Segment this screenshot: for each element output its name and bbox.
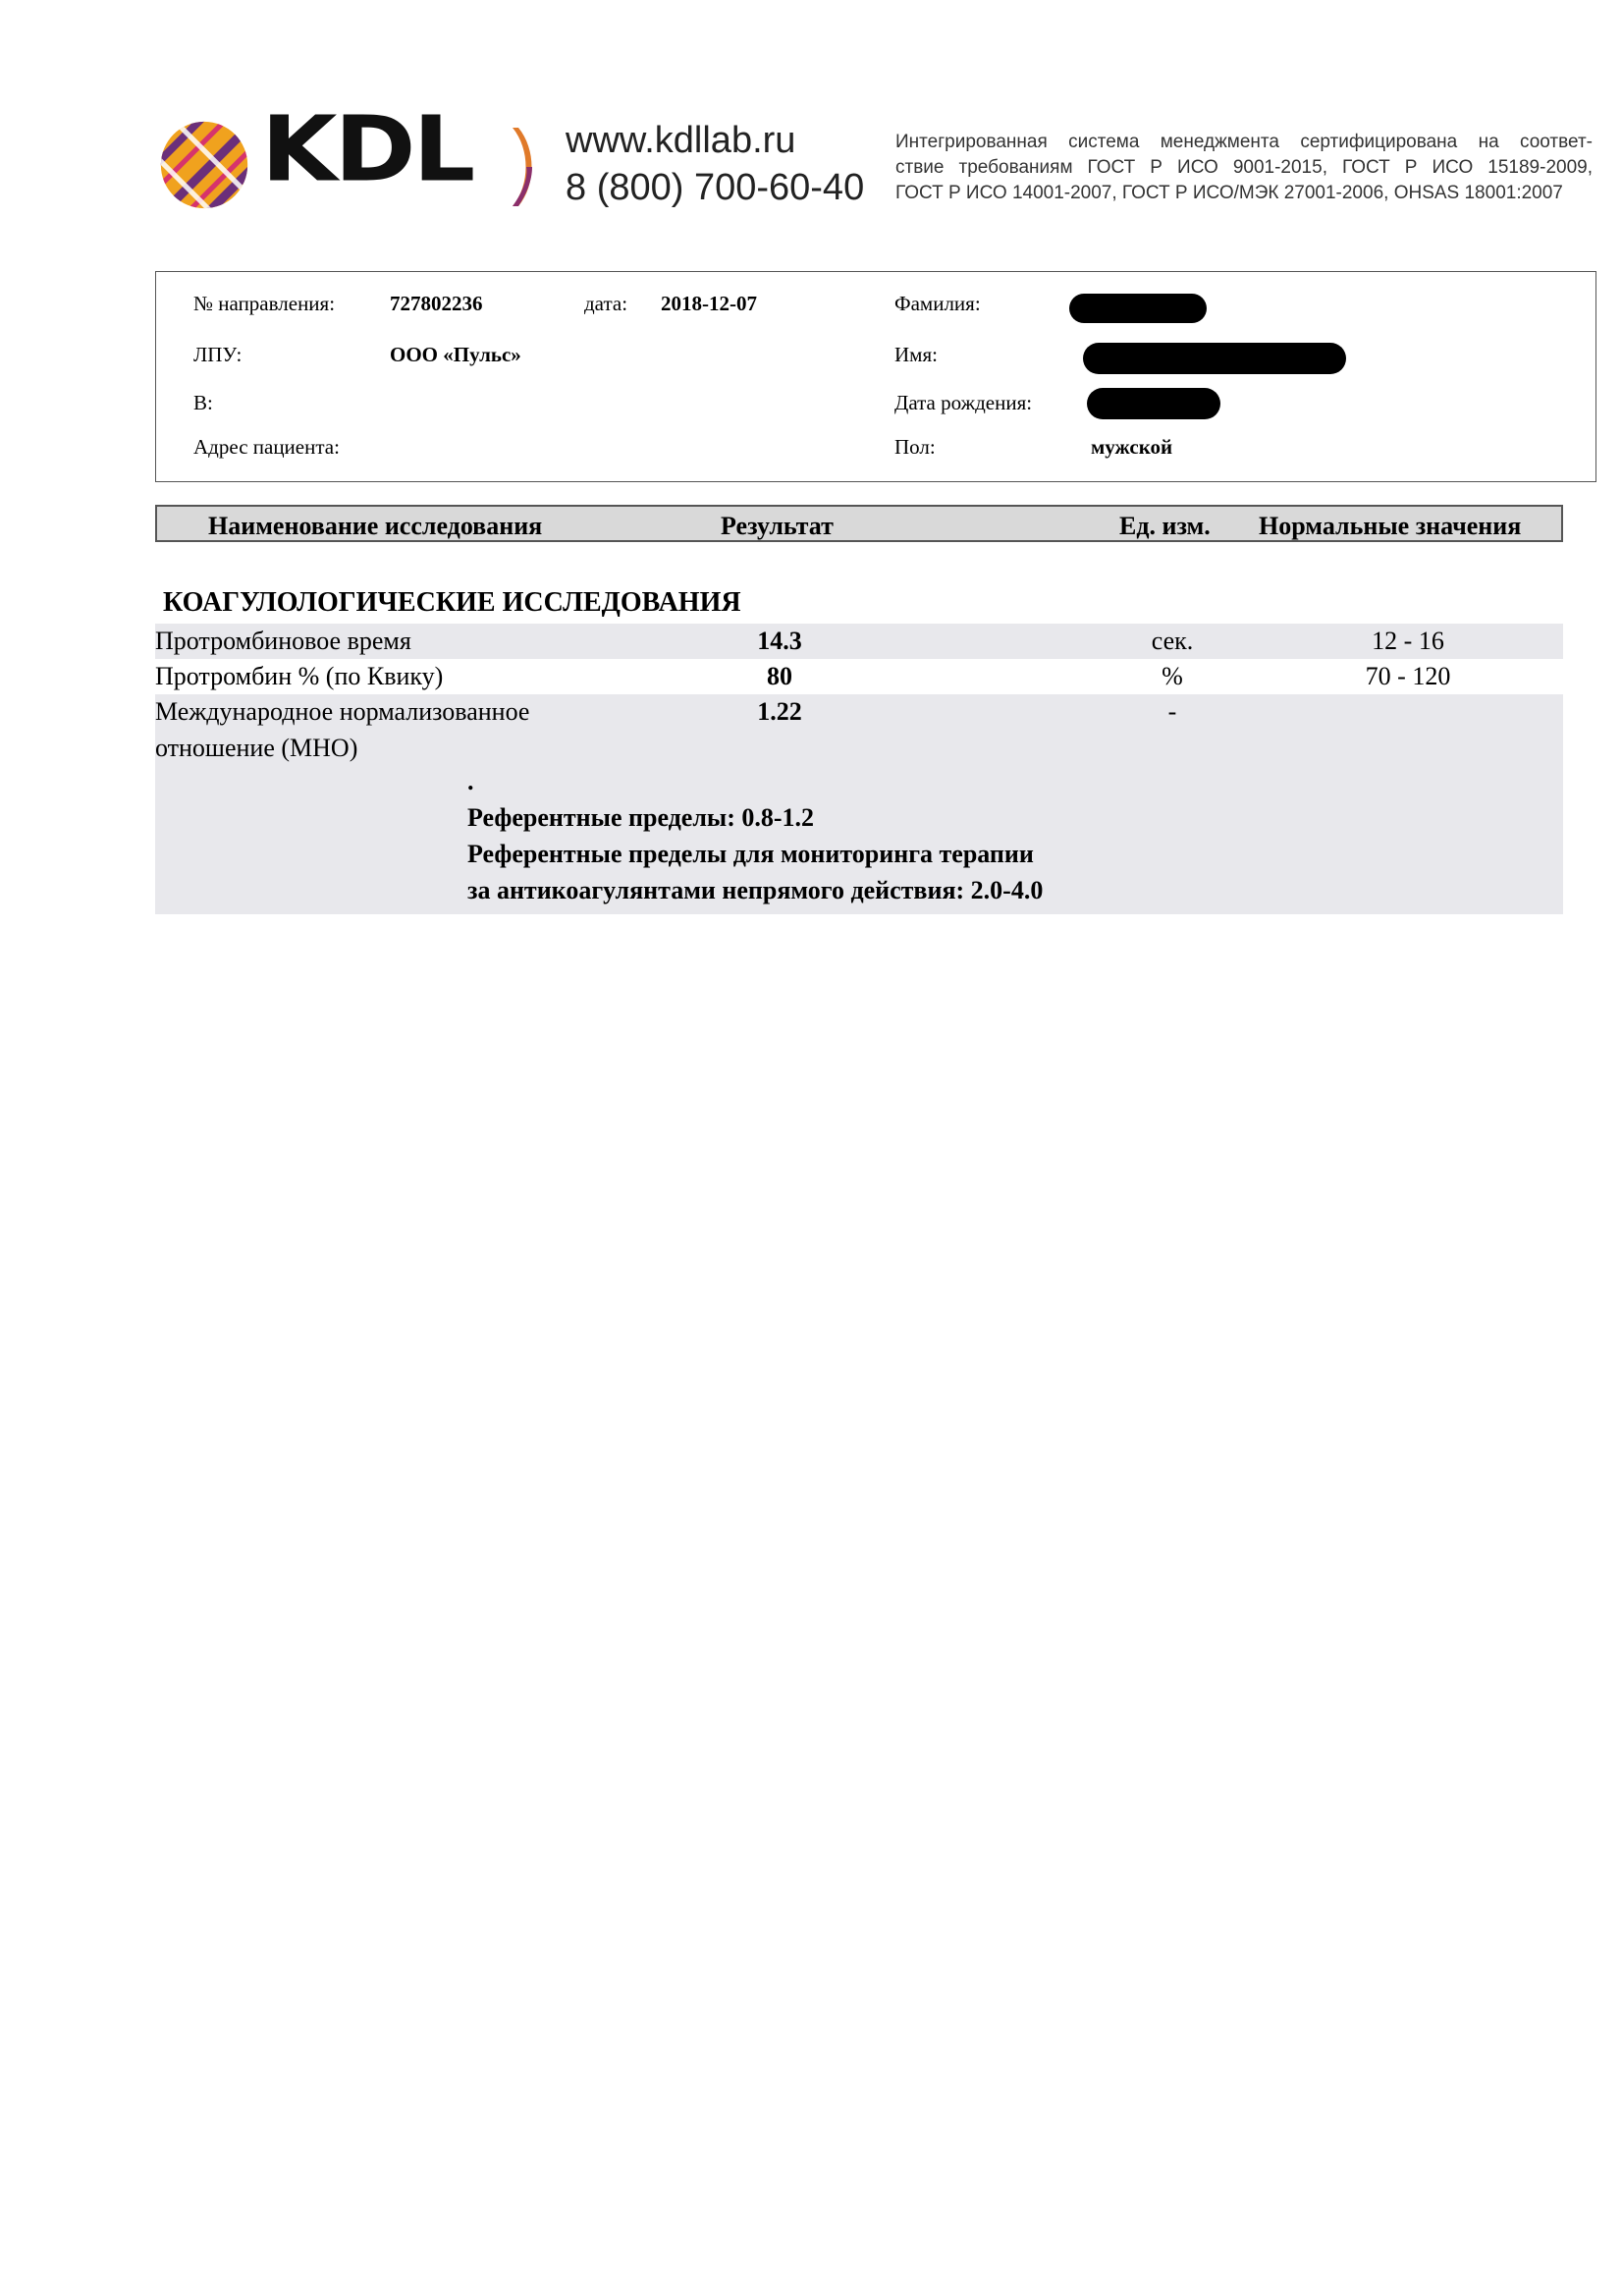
table-row	[155, 624, 1563, 659]
kdl-logo-icon	[159, 120, 249, 210]
cert-line: Интегрированная система менеджмента сертифицирована на соответ-	[895, 132, 1593, 152]
v-label: В:	[193, 391, 213, 414]
cert-line: ствие требованиям ГОСТ Р ИСО 9001-2015, ГОСТ Р ИСО 15189-2009,	[895, 157, 1593, 178]
lpu-value: ООО «Пульс»	[390, 343, 521, 366]
comment-line: Референтные пределы для мониторинга терапии	[467, 840, 1034, 868]
col-header-normal: Нормальные значения	[1259, 512, 1522, 540]
test-name-line2: отношение (МНО)	[155, 734, 358, 762]
test-result: 14.3	[757, 627, 802, 655]
name-label: Имя:	[894, 343, 938, 366]
test-unit: %	[1162, 662, 1183, 690]
test-name-line1: Международное нормализованное	[155, 697, 530, 726]
comment-line: за антикоагулянтами непрямого действия: 2.0-4.0	[467, 876, 1044, 904]
redacted-name	[1083, 343, 1346, 374]
comment-line: Референтные пределы: 0.8-1.2	[467, 803, 815, 832]
birthdate-label: Дата рождения:	[894, 391, 1033, 414]
test-normal-range: 12 - 16	[1372, 627, 1444, 655]
referral-label: № направления:	[193, 292, 336, 315]
results-table-header	[155, 505, 1563, 542]
cert-line: ГОСТ Р ИСО 14001-2007, ГОСТ Р ИСО/МЭК 27001-2006, OHSAS 18001:2007	[895, 183, 1563, 203]
test-result: 80	[767, 662, 792, 690]
address-label: Адрес пациента:	[193, 435, 340, 459]
redacted-birthdate	[1087, 388, 1220, 419]
date-label: дата:	[584, 292, 628, 315]
test-unit: -	[1167, 697, 1177, 726]
brand-logo-text: KDL	[261, 95, 473, 202]
referral-value: 727802236	[390, 292, 483, 315]
test-name: Протромбин % (по Квику)	[155, 662, 444, 690]
phone-number: 8 (800) 700-60-40	[566, 167, 865, 208]
lpu-label: ЛПУ:	[193, 343, 243, 366]
test-result: 1.22	[757, 697, 802, 726]
sex-label: Пол:	[894, 435, 936, 459]
redacted-surname	[1069, 294, 1207, 323]
table-row	[155, 659, 1563, 694]
sex-value: мужской	[1091, 435, 1173, 459]
patient-info-box	[155, 271, 1596, 482]
col-header-unit: Ед. изм.	[1119, 512, 1211, 540]
test-name: Протромбиновое время	[155, 627, 411, 655]
website-link[interactable]: www.kdllab.ru	[566, 120, 796, 161]
comment-dot: .	[467, 767, 474, 795]
contact-block	[566, 122, 864, 206]
date-value: 2018-12-07	[661, 292, 757, 315]
test-normal-range: 70 - 120	[1365, 662, 1451, 690]
table-row	[155, 694, 1563, 914]
surname-label: Фамилия:	[894, 292, 981, 315]
col-header-result: Результат	[721, 512, 834, 540]
certification-text	[895, 130, 1593, 206]
col-header-name: Наименование исследования	[208, 512, 543, 540]
test-unit: сек.	[1151, 627, 1194, 655]
chevron-right-icon	[509, 126, 538, 208]
section-title: КОАГУЛОЛОГИЧЕСКИЕ ИССЛЕДОВАНИЯ	[163, 587, 741, 618]
